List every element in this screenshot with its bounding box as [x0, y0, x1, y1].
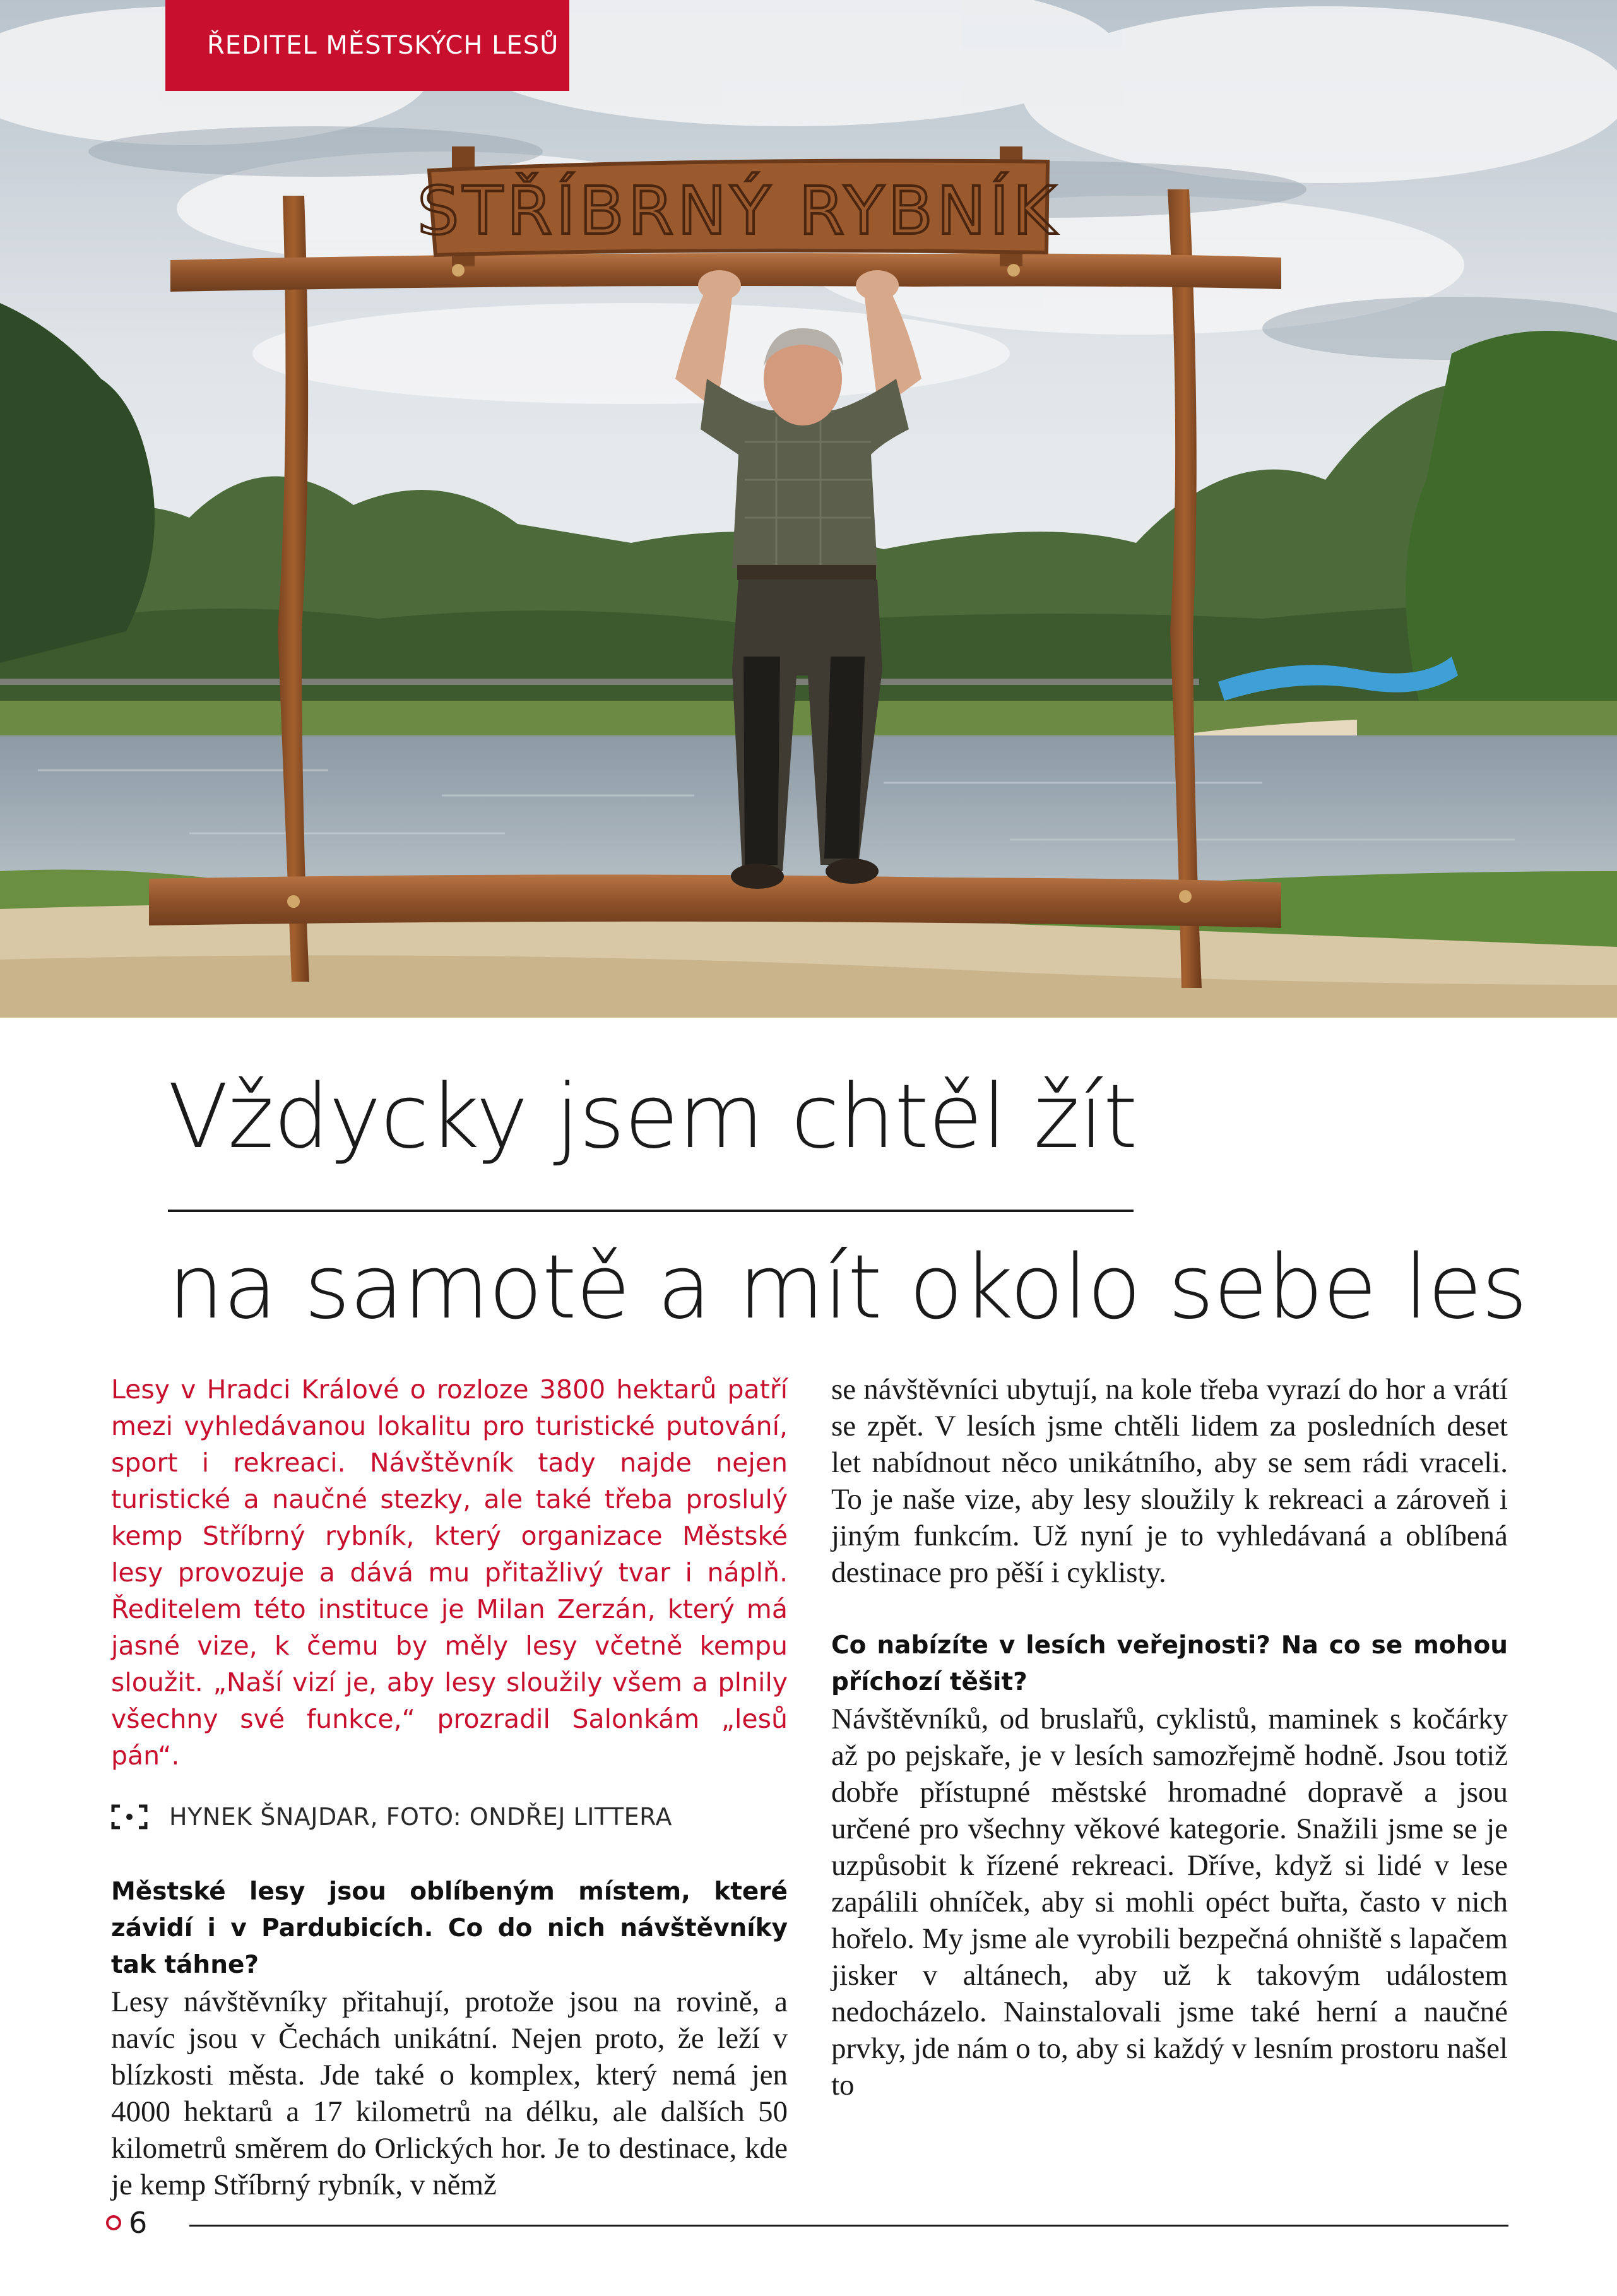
footer-divider: [189, 2225, 1508, 2227]
byline: [111, 1803, 788, 1831]
sign-text: STŘÍBRNÝ RYBNÍK: [417, 172, 1060, 249]
headline-divider: [168, 1210, 1134, 1212]
answer-1-continued: se návštěvníci ubytují, na kole třeba vyrazí do hor a vrátí se zpět. V lesích jsme chtěli lidem za posledních deset let nabídnout něco unikátního, aby se sem rádi vraceli. To je naše vize, aby lesy sloužily k rekreaci a zároveň i jiným funkcím. Už nyní je to vyhledávaná a oblíbená destinace pro pěší i cyklisty.: [831, 1373, 1508, 1589]
page-footer: [106, 2206, 147, 2240]
headline-line-2: na samotě a mít okolo sebe les: [168, 1236, 1527, 1339]
lead-paragraph: Lesy v Hradci Králové o rozloze 3800 hektarů patří mezi vyhledávanou lokalitu pro turistické putování, sport i rekreaci. Návštěvník tady najde nejen turistické a naučné stezky, ale také třeba proslulý kemp Stříbrný rybník, který organizace Městské lesy provozuje a dává mu přitažlivý tvar i náplň. Ředitelem této instituce je Milan Zerzán, který má jasné vize, k čemu by měly lesy včetně kempu sloužit. „Naší vizí je, aby lesy sloužily všem a plnily všechny své funkce,“ prozradil Salonkám „lesů pán“.: [111, 1374, 788, 1771]
left-column: [111, 1371, 788, 2203]
headline-line-1: Vždycky jsem chtěl žít: [168, 1066, 1137, 1169]
byline-text: HYNEK ŠNAJDAR, FOTO: ONDŘEJ LITTERA: [169, 1803, 673, 1831]
page-dot-icon: [106, 2215, 121, 2230]
hero-photo: [0, 0, 1617, 1018]
right-column: [831, 1371, 1508, 2103]
camera-focus-icon: [111, 1804, 148, 1829]
answer-1: Lesy návštěvníky přitahují, protože jsou na rovině, a navíc jsou v Čechách unikátní. Nejen proto, že leží v blízkosti města. Jde také o komplex, který nemá jen 4000 hektarů a 17 kilometrů na délku, ale dalších 50 kilometrů směrem do Orlických hor. Je to destinace, kde je kemp Stříbrný rybník, v němž: [111, 1985, 788, 2201]
question-1: Městské lesy jsou oblíbeným místem, které závidí i v Pardubicích. Co do nich návštěvníky tak táhne?: [111, 1877, 788, 1979]
section-badge: [165, 0, 569, 91]
answer-2: Návštěvníků, od bruslařů, cyklistů, maminek s kočárky až po pejskaře, je v lesích samozřejmě hodně. Jsou totiž dobře přístupné městské hromadné dopravě a jsou určené pro všechny věkové kategorie. Snažili jsme se je uzpůsobit k řízené rekreaci. Dříve, když si lidé v lese zapálili ohníček, aby si mohli opéct buřta, často v nich hořelo. My jsme ale vyrobili bezpečná ohniště s lapačem jisker v altánech, aby už k takovým událostem nedocházelo. Nainstalovali jsme také herní a naučné prvky, jde nám o to, aby si každý v lesním prostoru našel to: [831, 1703, 1508, 2102]
photo-illustration: [0, 0, 1617, 1018]
page-number: 6: [129, 2206, 148, 2240]
section-label: ŘEDITEL MĚSTSKÝCH LESŮ: [207, 31, 559, 60]
question-2: Co nabízíte v lesích veřejnosti? Na co se mohou příchozí těšit?: [831, 1631, 1508, 1696]
